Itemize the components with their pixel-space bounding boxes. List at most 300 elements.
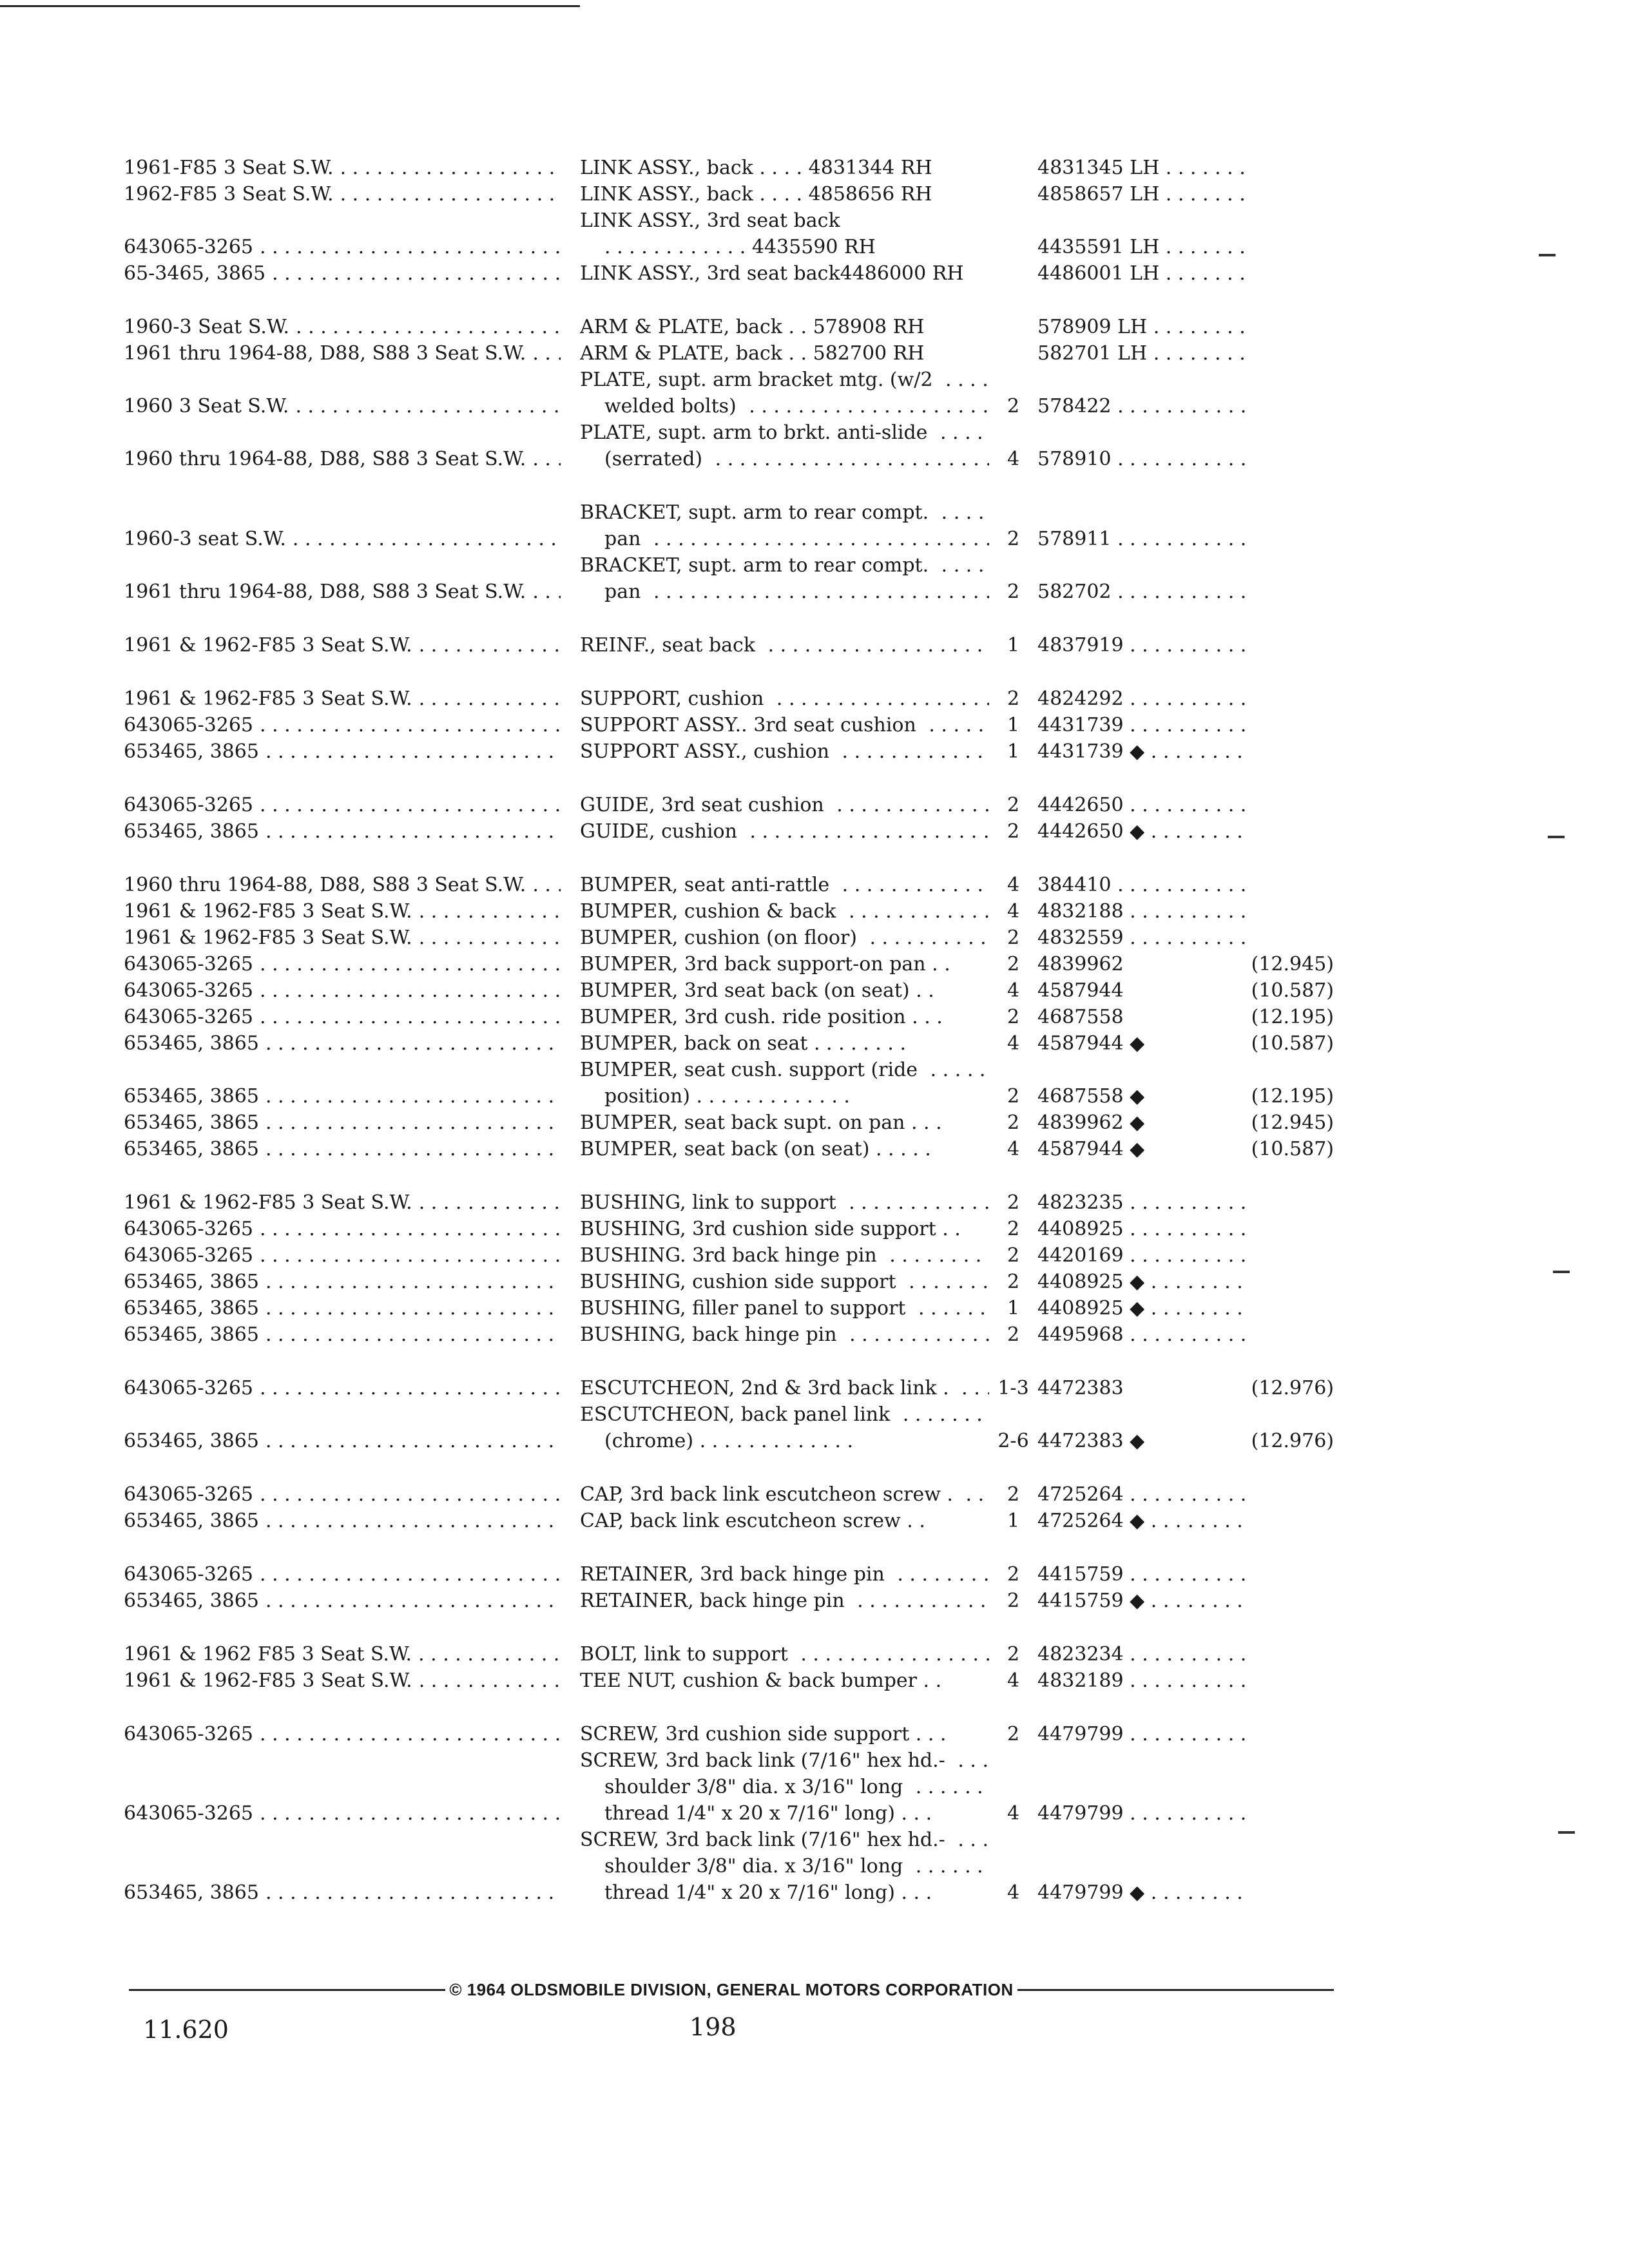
parts-group xyxy=(116,632,1340,658)
part-number-cell: 4839962 ◆ xyxy=(1037,1111,1145,1134)
model-text: 643065-3265 xyxy=(124,979,260,1002)
description-cell xyxy=(561,499,989,552)
description-cell xyxy=(561,367,989,419)
description-line xyxy=(580,1428,989,1454)
quantity-cell: 4 xyxy=(1007,1138,1020,1160)
model-cell xyxy=(116,1136,561,1162)
description-text: BUMPER, seat anti-rattle xyxy=(580,874,836,896)
part-number-cell: 4495968 . . . xyxy=(1037,1321,1250,1348)
model-text: 643065-3265 xyxy=(124,236,260,258)
description-cell xyxy=(561,1827,989,1906)
part-number-cell: 4824292 . . . xyxy=(1037,686,1250,712)
quantity-cell: 1 xyxy=(1007,1297,1020,1320)
part-number-cell: 4832559 . . . xyxy=(1037,925,1250,951)
parts-row xyxy=(116,1216,1340,1242)
quantity-cell: 2 xyxy=(1007,1483,1020,1506)
group-code-cell: (12.945) xyxy=(1251,1111,1334,1134)
model-cell xyxy=(116,181,561,207)
model-text: 1961 & 1962-F85 3 Seat S.W. xyxy=(124,1669,419,1692)
description-cell xyxy=(561,898,989,925)
model-text: 653465, 3865 xyxy=(124,1138,265,1160)
model-cell xyxy=(116,1295,561,1321)
description-line xyxy=(580,155,989,181)
model-cell xyxy=(116,632,561,658)
model-text: 653465, 3865 xyxy=(124,1111,265,1134)
quantity-cell: 2 xyxy=(1007,1006,1020,1028)
parts-group xyxy=(116,314,1340,472)
description-text: LINK ASSY., 3rd seat back4486000 RH xyxy=(580,262,970,285)
parts-row xyxy=(116,340,1340,367)
description-line xyxy=(580,951,989,977)
description-cell xyxy=(561,1481,989,1508)
model-cell xyxy=(116,526,561,552)
description-cell xyxy=(561,1667,989,1694)
description-text: SUPPORT ASSY., cushion xyxy=(580,740,836,763)
description-cell xyxy=(561,925,989,951)
part-number-cell: 4725264 . . . xyxy=(1037,1481,1250,1508)
parts-row xyxy=(116,951,1340,977)
description-cell xyxy=(561,872,989,898)
description-cell xyxy=(561,1269,989,1295)
part-number-cell: 578422 . . . xyxy=(1037,393,1250,419)
part-number-cell: 578911 . . . xyxy=(1037,526,1250,552)
description-line xyxy=(580,1721,989,1747)
part-number-cell: 4587944 ◆ xyxy=(1037,1032,1145,1055)
part-number-cell: 384410 . . . xyxy=(1037,872,1250,898)
footer-rule-right xyxy=(1017,1989,1334,1991)
model-cell xyxy=(116,738,561,765)
model-text: 1961-F85 3 Seat S.W. xyxy=(124,157,340,179)
description-text: shoulder 3/8" dia. x 3/16" long xyxy=(604,1776,909,1798)
description-line xyxy=(580,1827,989,1853)
model-text: 653465, 3865 xyxy=(124,1323,265,1346)
model-text: 1960 thru 1964-88, D88, S88 3 Seat S.W. xyxy=(124,448,532,470)
description-cell xyxy=(561,1189,989,1216)
model-cell xyxy=(116,579,561,605)
parts-row xyxy=(116,1375,1340,1401)
description-line xyxy=(580,1641,989,1667)
parts-group xyxy=(116,1721,1340,1906)
description-text: welded bolts) xyxy=(604,395,743,418)
model-text: 643065-3265 xyxy=(124,1802,260,1825)
parts-row xyxy=(116,499,1340,552)
model-text: 643065-3265 xyxy=(124,1218,260,1240)
description-line xyxy=(580,792,989,818)
parts-row xyxy=(116,419,1340,472)
model-text: 1960-3 Seat S.W. xyxy=(124,316,296,338)
quantity-cell: 2 xyxy=(1007,1111,1020,1134)
model-cell xyxy=(116,818,561,845)
description-line xyxy=(580,1853,989,1879)
description-text: LINK ASSY., back . . . . 4831344 RH xyxy=(580,157,939,179)
quantity-cell: 4 xyxy=(1007,979,1020,1002)
part-number-cell: 4839962 xyxy=(1037,953,1124,975)
model-cell xyxy=(116,977,561,1004)
description-line xyxy=(580,977,989,1004)
description-cell xyxy=(561,1588,989,1614)
model-text: 1961 & 1962-F85 3 Seat S.W. xyxy=(124,687,419,710)
description-cell xyxy=(561,207,989,260)
part-number-cell: 4431739 ◆ . . . xyxy=(1037,738,1250,765)
description-line xyxy=(580,686,989,712)
model-text: 653465, 3865 xyxy=(124,1297,265,1320)
part-number-cell: 4687558 ◆ xyxy=(1037,1085,1145,1108)
model-cell xyxy=(116,1641,561,1667)
part-number-cell: 4431739 . . . xyxy=(1037,712,1250,738)
description-text: BUMPER, seat back supt. on pan . . . xyxy=(580,1111,949,1134)
model-cell xyxy=(116,686,561,712)
parts-row xyxy=(116,552,1340,605)
model-cell xyxy=(116,1508,561,1534)
model-cell xyxy=(116,951,561,977)
parts-group xyxy=(116,792,1340,845)
description-text: pan xyxy=(604,528,647,550)
model-text: 643065-3265 xyxy=(124,1563,260,1586)
parts-group xyxy=(116,1189,1340,1348)
model-cell xyxy=(116,1481,561,1508)
description-text: BRACKET, supt. arm to rear compt. xyxy=(580,501,935,524)
part-number-cell: 4442650 . . . xyxy=(1037,792,1250,818)
description-cell xyxy=(561,818,989,845)
description-text: (serrated) xyxy=(604,448,709,470)
model-cell xyxy=(116,340,561,367)
quantity-cell: 2 xyxy=(1007,953,1020,975)
description-cell xyxy=(561,181,989,207)
parts-group xyxy=(116,1481,1340,1534)
quantity-cell: 2 xyxy=(1007,1590,1020,1612)
parts-row xyxy=(116,1641,1340,1667)
description-cell xyxy=(561,1110,989,1136)
description-line xyxy=(580,712,989,738)
part-number-cell: 582701 LH . . . xyxy=(1037,340,1250,367)
parts-row xyxy=(116,1004,1340,1030)
group-code-cell: (12.976) xyxy=(1251,1430,1334,1452)
model-cell xyxy=(116,1561,561,1588)
model-text: 1961 & 1962 F85 3 Seat S.W. xyxy=(124,1643,418,1666)
description-text: CAP, 3rd back link escutcheon screw . xyxy=(580,1483,959,1506)
description-cell xyxy=(561,632,989,658)
description-text: thread 1/4" x 20 x 7/16" long) . . . xyxy=(604,1802,938,1825)
parts-group xyxy=(116,155,1340,287)
description-text: BUMPER, 3rd back support-on pan . . xyxy=(580,953,957,975)
model-cell xyxy=(116,155,561,181)
margin-mark xyxy=(1558,1831,1575,1834)
part-number-cell: 4858657 LH . . . xyxy=(1037,181,1250,207)
part-number-cell: 4408925 ◆ . . . xyxy=(1037,1269,1250,1295)
model-text: 653465, 3865 xyxy=(124,820,265,843)
description-line xyxy=(580,1401,989,1428)
description-text: position) . . . . . . . . . . . . . xyxy=(604,1085,856,1108)
model-text: 1960 thru 1964-88, D88, S88 3 Seat S.W. xyxy=(124,874,532,896)
description-text: ESCUTCHEON, 2nd & 3rd back link . xyxy=(580,1377,956,1399)
description-cell xyxy=(561,419,989,472)
model-text: 1961 & 1962-F85 3 Seat S.W. xyxy=(124,1191,419,1214)
description-line xyxy=(580,446,989,472)
quantity-cell: 4 xyxy=(1007,1669,1020,1692)
part-number-cell: 4687558 xyxy=(1037,1006,1124,1028)
description-cell xyxy=(561,1641,989,1667)
part-number-cell: 4832189 . . . xyxy=(1037,1667,1250,1694)
description-text: BOLT, link to support xyxy=(580,1643,795,1666)
parts-row xyxy=(116,1295,1340,1321)
model-cell xyxy=(116,1428,561,1454)
parts-group xyxy=(116,499,1340,605)
model-cell xyxy=(116,1721,561,1747)
top-border-line xyxy=(0,5,580,7)
description-text: BUSHING, cushion side support xyxy=(580,1271,903,1293)
model-cell xyxy=(116,1879,561,1906)
parts-row xyxy=(116,712,1340,738)
quantity-cell: 4 xyxy=(1007,1032,1020,1055)
parts-row xyxy=(116,898,1340,925)
description-cell xyxy=(561,155,989,181)
description-line xyxy=(580,1004,989,1030)
part-number-cell: 4831345 LH . . . xyxy=(1037,155,1250,181)
quantity-cell: 2 xyxy=(1007,1271,1020,1293)
description-line xyxy=(580,738,989,765)
parts-row xyxy=(116,207,1340,260)
model-cell xyxy=(116,393,561,419)
description-line xyxy=(580,234,989,260)
quantity-cell: 4 xyxy=(1007,1802,1020,1825)
model-text: 1962-F85 3 Seat S.W. xyxy=(124,183,340,206)
description-line xyxy=(580,207,989,234)
parts-row xyxy=(116,1667,1340,1694)
model-text: 1961 thru 1964-88, D88, S88 3 Seat S.W. xyxy=(124,581,532,603)
model-text: 643065-3265 xyxy=(124,953,260,975)
description-line xyxy=(580,181,989,207)
model-text: 1961 & 1962-F85 3 Seat S.W. xyxy=(124,927,419,949)
description-line xyxy=(580,1508,989,1534)
quantity-cell: 4 xyxy=(1007,448,1020,470)
page-number: 198 xyxy=(689,2013,737,2041)
model-cell xyxy=(116,872,561,898)
model-text: 65-3465, 3865 xyxy=(124,262,272,285)
parts-group xyxy=(116,1641,1340,1694)
description-text: BUSHING, back hinge pin xyxy=(580,1323,843,1346)
description-line xyxy=(580,1295,989,1321)
description-text: GUIDE, cushion xyxy=(580,820,744,843)
description-cell xyxy=(561,1136,989,1162)
description-text: REINF., seat back xyxy=(580,634,762,657)
model-text: 643065-3265 xyxy=(124,1244,260,1267)
description-line xyxy=(580,632,989,658)
model-text: 653465, 3865 xyxy=(124,1085,265,1108)
parts-row xyxy=(116,1481,1340,1508)
group-code-cell: (12.195) xyxy=(1251,1085,1334,1108)
margin-mark xyxy=(1539,254,1556,256)
description-line xyxy=(580,1375,989,1401)
model-text: 653465, 3865 xyxy=(124,1271,265,1293)
description-line xyxy=(580,1083,989,1110)
model-text: 653465, 3865 xyxy=(124,1510,265,1532)
part-number-cell: 4479799 ◆ . . . xyxy=(1037,1879,1250,1906)
description-cell xyxy=(561,1242,989,1269)
group-code-cell: (10.587) xyxy=(1251,1138,1334,1160)
description-line xyxy=(580,818,989,845)
parts-row xyxy=(116,1401,1340,1454)
part-number-cell: 4420169 . . . xyxy=(1037,1242,1250,1269)
copyright-footer xyxy=(129,1980,1334,2000)
parts-row xyxy=(116,738,1340,765)
model-text: 1961 & 1962-F85 3 Seat S.W. xyxy=(124,900,419,923)
description-cell xyxy=(561,1004,989,1030)
model-text: 643065-3265 xyxy=(124,714,260,736)
parts-row xyxy=(116,314,1340,340)
parts-row xyxy=(116,367,1340,419)
quantity-cell: 2 xyxy=(1007,528,1020,550)
parts-catalog-table xyxy=(116,155,1340,1933)
model-cell xyxy=(116,1375,561,1401)
description-cell xyxy=(561,712,989,738)
quantity-cell: 2 xyxy=(1007,1244,1020,1267)
parts-row xyxy=(116,1242,1340,1269)
description-line xyxy=(580,1561,989,1588)
description-line xyxy=(580,340,989,367)
model-text: 653465, 3865 xyxy=(124,1430,265,1452)
description-line xyxy=(580,1189,989,1216)
quantity-cell: 4 xyxy=(1007,1881,1020,1904)
description-cell xyxy=(561,1561,989,1588)
description-line xyxy=(580,526,989,552)
parts-row xyxy=(116,155,1340,181)
quantity-cell: 1 xyxy=(1007,1510,1020,1532)
description-text: SCREW, 3rd back link (7/16" hex hd.- xyxy=(580,1749,952,1772)
description-line xyxy=(580,1057,989,1083)
description-text: SUPPORT, cushion xyxy=(580,687,770,710)
group-code-cell: (12.945) xyxy=(1251,953,1334,975)
description-cell xyxy=(561,1295,989,1321)
model-cell xyxy=(116,712,561,738)
description-line xyxy=(580,1747,989,1774)
description-line xyxy=(580,260,989,287)
model-text: 1961 & 1962-F85 3 Seat S.W. xyxy=(124,634,419,657)
quantity-cell: 1-3 xyxy=(998,1377,1029,1399)
description-text: CAP, back link escutcheon screw . . xyxy=(580,1510,932,1532)
part-number-cell: 4472383 ◆ xyxy=(1037,1430,1145,1452)
model-cell xyxy=(116,234,561,260)
margin-mark xyxy=(1548,836,1565,838)
quantity-cell: 2 xyxy=(1007,927,1020,949)
description-line xyxy=(580,419,989,446)
description-line xyxy=(580,1879,989,1906)
description-text: BUSHING, link to support xyxy=(580,1191,843,1214)
description-line xyxy=(580,367,989,393)
quantity-cell: 1 xyxy=(1007,634,1020,657)
part-number-cell: 4587944 xyxy=(1037,979,1124,1002)
model-text: 1961 thru 1964-88, D88, S88 3 Seat S.W. xyxy=(124,342,532,365)
description-text: BUMPER, seat back (on seat) . . . . . xyxy=(580,1138,938,1160)
description-text: BUSHING. 3rd back hinge pin xyxy=(580,1244,883,1267)
part-number-cell: 4415759 ◆ . . . xyxy=(1037,1588,1250,1614)
parts-row xyxy=(116,1588,1340,1614)
parts-row xyxy=(116,260,1340,287)
description-cell xyxy=(561,1057,989,1110)
quantity-cell: 2 xyxy=(1007,820,1020,843)
part-number-cell: 578910 . . . xyxy=(1037,446,1250,472)
description-text: PLATE, supt. arm to brkt. anti-slide xyxy=(580,421,934,444)
part-number-cell: 4442650 ◆ . . . xyxy=(1037,818,1250,845)
description-cell xyxy=(561,1721,989,1747)
description-text: shoulder 3/8" dia. x 3/16" long xyxy=(604,1855,909,1878)
model-cell xyxy=(116,260,561,287)
parts-row xyxy=(116,1561,1340,1588)
quantity-cell: 2 xyxy=(1007,1191,1020,1214)
description-cell xyxy=(561,1030,989,1057)
description-text: ARM & PLATE, back . . 582700 RH xyxy=(580,342,930,365)
parts-row xyxy=(116,1321,1340,1348)
model-cell xyxy=(116,1030,561,1057)
description-text: BUMPER, seat cush. support (ride xyxy=(580,1059,924,1081)
model-text: 1960 3 Seat S.W. xyxy=(124,395,295,418)
description-line xyxy=(580,1242,989,1269)
parts-group xyxy=(116,872,1340,1162)
description-text: PLATE, supt. arm bracket mtg. (w/2 xyxy=(580,369,940,391)
parts-row xyxy=(116,818,1340,845)
group-code-cell: (12.976) xyxy=(1251,1377,1334,1399)
description-text: GUIDE, 3rd seat cushion xyxy=(580,794,831,816)
description-text: . . . . . . . . . . . . 4435590 RH xyxy=(604,236,882,258)
description-cell xyxy=(561,552,989,605)
description-cell xyxy=(561,1747,989,1827)
description-line xyxy=(580,1269,989,1295)
parts-row xyxy=(116,686,1340,712)
description-cell xyxy=(561,314,989,340)
parts-row xyxy=(116,792,1340,818)
description-line xyxy=(580,1800,989,1827)
description-cell xyxy=(561,1401,989,1454)
description-text: BRACKET, supt. arm to rear compt. xyxy=(580,554,935,577)
description-cell xyxy=(561,1375,989,1401)
description-line xyxy=(580,1774,989,1800)
model-cell xyxy=(116,1588,561,1614)
description-line xyxy=(580,1588,989,1614)
part-number-cell: 4823235 . . . xyxy=(1037,1189,1250,1216)
description-line xyxy=(580,872,989,898)
description-line xyxy=(580,314,989,340)
description-text: SCREW, 3rd cushion side support . . . xyxy=(580,1723,952,1745)
parts-group xyxy=(116,686,1340,765)
parts-row xyxy=(116,1747,1340,1827)
model-cell xyxy=(116,1189,561,1216)
description-line xyxy=(580,1481,989,1508)
description-cell xyxy=(561,686,989,712)
description-cell xyxy=(561,1508,989,1534)
part-number-cell: 582702 . . . xyxy=(1037,579,1250,605)
description-text: RETAINER, 3rd back hinge pin xyxy=(580,1563,891,1586)
footer-rule-left xyxy=(129,1989,445,1991)
description-text: ESCUTCHEON, back panel link xyxy=(580,1403,896,1426)
part-number-cell: 4823234 . . . xyxy=(1037,1641,1250,1667)
model-text: 643065-3265 xyxy=(124,1483,260,1506)
description-line xyxy=(580,1321,989,1348)
model-text: 643065-3265 xyxy=(124,794,260,816)
model-cell xyxy=(116,1321,561,1348)
description-text: LINK ASSY., back . . . . 4858656 RH xyxy=(580,183,939,206)
quantity-cell: 2-6 xyxy=(998,1430,1029,1452)
model-cell xyxy=(116,1083,561,1110)
description-cell xyxy=(561,340,989,367)
quantity-cell: 2 xyxy=(1007,581,1020,603)
description-line xyxy=(580,393,989,419)
description-text: LINK ASSY., 3rd seat back xyxy=(580,209,847,232)
description-line xyxy=(580,1136,989,1162)
part-number-cell: 4435591 LH . . . xyxy=(1037,234,1250,260)
part-number-cell: 4725264 ◆ . . . xyxy=(1037,1508,1250,1534)
model-cell xyxy=(116,1800,561,1827)
description-cell xyxy=(561,951,989,977)
parts-row xyxy=(116,1189,1340,1216)
